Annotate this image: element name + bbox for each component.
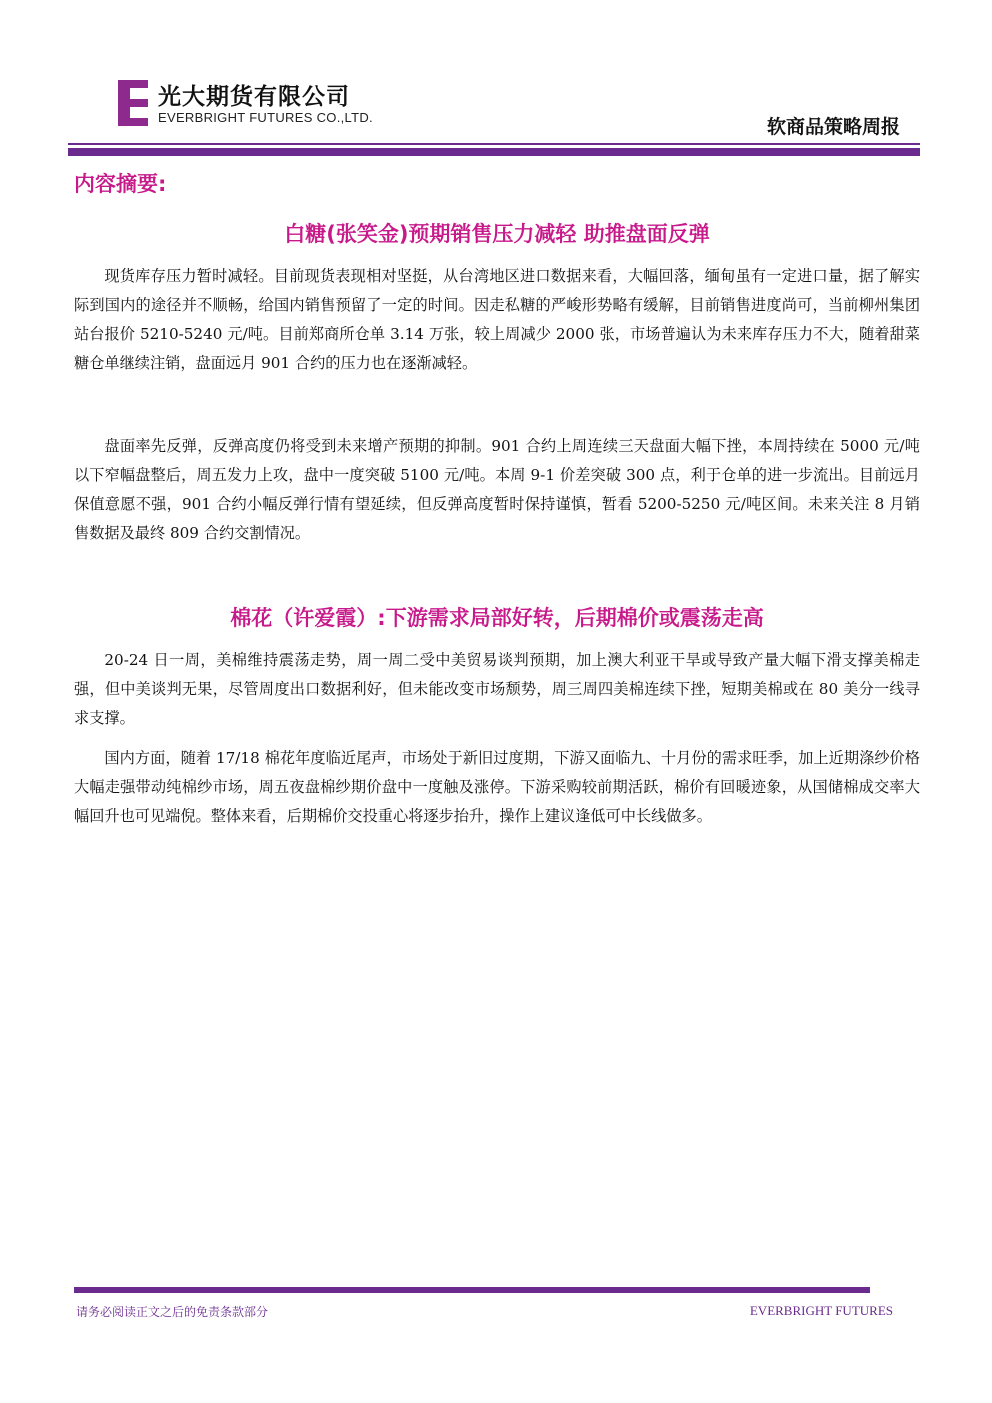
company-logo	[118, 76, 388, 132]
cotton-paragraph-2: 国内方面，随着 17/18 棉花年度临近尾声，市场处于新旧过度期，下游又面临九、十月份的需求旺季，加上近期涤纱价格大幅走强带动纯棉纱市场，周五夜盘棉纱期价盘中一度触及涨停。下游采购较前期活跃，棉价有回暖迹象，从国储棉成交率大幅回升也可见端倪。整体来看，后期棉价交投重心将逐步抬升，操作上建议逢低可中长线做多。	[74, 749, 920, 825]
footer-divider	[74, 1287, 870, 1293]
everbright-logo-icon	[118, 80, 148, 126]
company-name-en: EVERBRIGHT FUTURES CO.,LTD.	[158, 110, 373, 125]
cotton-paragraph-1: 20-24 日一周，美棉维持震荡走势，周一周二受中美贸易谈判预期，加上澳大利亚干旱或导致产量大幅下滑支撑美棉走强，但中美谈判无果，尽管周度出口数据利好，但未能改变市场颓势，周三周四美棉连续下挫，短期美棉或在 80 美分一线寻求支撑。	[74, 651, 920, 727]
sugar-paragraph-1: 现货库存压力暂时减轻。目前现货表现相对坚挺，从台湾地区进口数据来看，大幅回落，缅甸虽有一定进口量，据了解实际到国内的途径并不顺畅，给国内销售预留了一定的时间。因走私糖的严峻形势略有缓解，目前销售进度尚可，当前柳州集团站台报价 5210-5240 元/吨。目前郑商所仓单 3.14 万张，较上周减少 2000 张，市场普遍认为未来库存压力不大，随着甜菜糖仓单继续注销，盘面远月 901 合约的压力也在逐渐减轻。	[74, 267, 920, 372]
footer-brand: EVERBRIGHT FUTURES	[749, 1303, 893, 1318]
sugar-section-heading: 白糖(张笑金)预期销售压力减轻 助推盘面反弹	[284, 222, 710, 246]
summary-label: 内容摘要:	[74, 172, 167, 196]
cotton-section-heading: 棉花（许爱霞）:下游需求局部好转，后期棉价或震荡走高	[230, 606, 764, 630]
company-name-cn: 光大期货有限公司	[158, 84, 350, 110]
footer-disclaimer: 请务必阅读正文之后的免责条款部分	[76, 1305, 269, 1319]
header-divider-thin	[68, 143, 920, 145]
report-title: 软商品策略周报	[766, 116, 900, 138]
sugar-paragraph-2: 盘面率先反弹，反弹高度仍将受到未来增产预期的抑制。901 合约上周连续三天盘面大幅下挫，本周持续在 5000 元/吨以下窄幅盘整后，周五发力上攻，盘中一度突破 5100 元/吨。本周 9-1 价差突破 300 点，利于仓单的进一步流出。目前远月保值意愿不强，901 合约小幅反弹行情有望延续，但反弹高度暂时保持谨慎，暂看 5200-5250 元/吨区间。未来关注 8 月销售数据及最终 809 合约交割情况。	[74, 437, 920, 542]
header-divider-thick	[68, 148, 920, 156]
